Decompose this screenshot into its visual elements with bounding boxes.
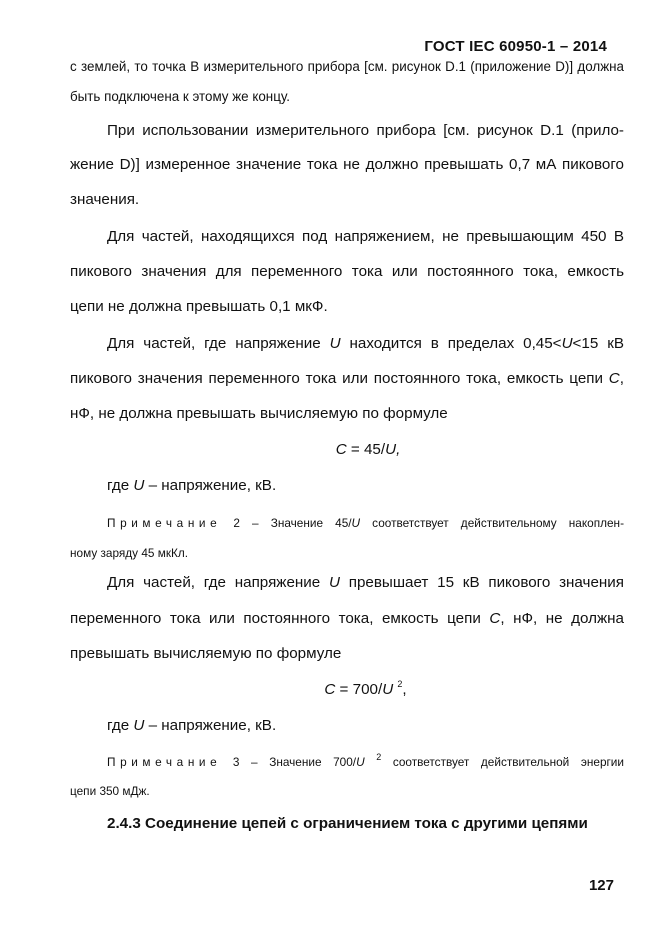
paragraph-line: жение D)] измеренное значение тока не должно превышать 0,7 мА пикового [70, 156, 624, 173]
page-number: 127 [588, 877, 614, 894]
paragraph-line: цепи не должна превышать 0,1 мкФ. [70, 298, 328, 315]
paragraph-line: переменного тока или постоянного тока, емкость цепи C, нФ, не должна [70, 610, 624, 627]
formula-explanation: где U – напряжение, кВ. [107, 717, 277, 734]
note-line: ному заряду 45 мкКл. [70, 546, 189, 560]
section-heading: 2.4.3 Соединение цепей с ограничением тока с другими цепями [107, 815, 588, 832]
paragraph-line: значения. [70, 191, 140, 208]
variable-u: U [329, 574, 340, 591]
note-line: Примечание 3 – Значение 700/U $^2$ соответствует действительной энергии [107, 752, 624, 769]
note-line: цепи 350 мДж. [70, 784, 150, 798]
formula: C = 45/U, [335, 441, 401, 458]
variable-c: C [608, 370, 620, 387]
paragraph-line: пикового значения переменного тока или постоянного тока, емкость цепи C, [70, 370, 624, 387]
paragraph-line: Для частей, где напряжение U превышает 15 кВ пикового значения [107, 574, 624, 591]
paragraph-line: превышать вычисляемую по формуле [70, 645, 342, 662]
paragraph-line: Для частей, находящихся под напряжением, не превышающим 450 В [107, 228, 624, 245]
note-label: Примечание [107, 516, 222, 530]
formula-explanation: где U – напряжение, кВ. [107, 477, 277, 494]
document-header: ГОСТ IEC 60950-1 – 2014 [424, 38, 607, 55]
paragraph-line: При использовании измерительного прибора [см. рисунок D.1 (прило- [107, 122, 624, 139]
variable-u: U [561, 335, 573, 352]
variable-u: U [329, 335, 341, 352]
formula: C = 700/U $^2$, [324, 678, 407, 698]
paragraph-line: с землей, то точка B измерительного прибора [см. рисунок D.1 (приложение D)] должна [70, 59, 624, 74]
paragraph-line: пикового значения для переменного тока или постоянного тока, емкость [70, 263, 624, 280]
note-label: Примечание [107, 755, 222, 769]
paragraph-line: быть подключена к этому же концу. [70, 89, 290, 104]
paragraph-line: Для частей, где напряжение U находится в пределах 0,45<U<15 кВ [107, 335, 624, 352]
variable-c: C [489, 610, 501, 627]
paragraph-line: нФ, не должна превышать вычисляемую по формуле [70, 405, 448, 422]
note-line: Примечание 2 – Значение 45/U соответствует действительному накоплен- [107, 516, 624, 530]
